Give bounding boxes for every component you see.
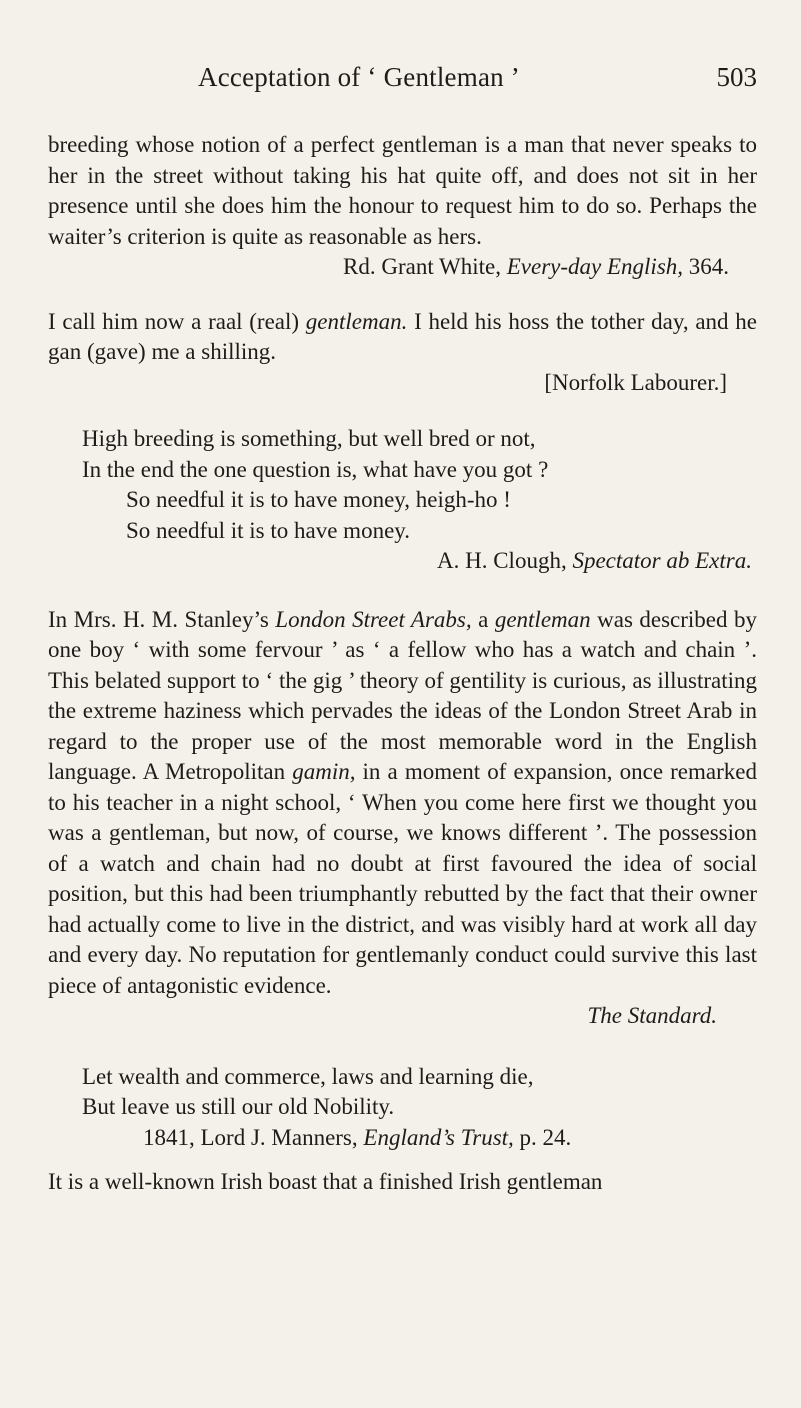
source-clough (48, 546, 757, 577)
source-norfolk: [Norfolk Labourer.] (544, 369, 727, 395)
standard-work-title: London Street Arabs, (275, 606, 472, 632)
quotation-norfolk-text (48, 307, 757, 368)
source-standard (48, 1001, 757, 1032)
running-title: Acceptation of ‘ Gentleman ’ (198, 62, 520, 92)
source-manners-author: 1841, Lord J. Manners, (143, 1124, 358, 1150)
source-manners-page: p. 24. (519, 1124, 572, 1150)
book-page (0, 62, 801, 1408)
verse-clough-line-3: So needful it is to have money, heigh-ho ! (126, 487, 511, 512)
source-manners (48, 1123, 757, 1154)
standard-intro: In Mrs. H. M. Stanley’s (48, 606, 276, 632)
source-white-page: 364. (688, 254, 730, 279)
standard-term: gentleman (494, 606, 591, 632)
quotation-white-text: breeding whose notion of a perfect gentleman is a man that never speaks to her in the street without taking his hat quite off, and does not sit in her presence until she does him the honour to request him to do so. Perhaps the waiter’s criterion is quite as reasonable as hers. (48, 132, 757, 249)
verse-manners-line-2: But leave us still our old Nobility. (82, 1094, 395, 1119)
page-number: 503 (716, 62, 757, 92)
source-standard-title: The Standard. (587, 1003, 717, 1028)
quotation-norfolk-part-a: I call him now a raal (real) (48, 308, 306, 334)
standard-mid: a (471, 606, 495, 632)
verse-manners-line-1: Let wealth and commerce, laws and learning die, (82, 1063, 534, 1089)
verse-clough-line-1: High breeding is something, but well bred or not, (82, 426, 536, 451)
source-clough-author: A. H. Clough, (437, 548, 567, 573)
quotation-norfolk-term: gentleman. (305, 308, 408, 334)
quotation-standard-text (48, 605, 757, 1002)
standard-gamin: gamin, (292, 759, 356, 784)
source-manners-title: England’s Trust, (363, 1124, 514, 1150)
verse-clough-line-4: So needful it is to have money. (126, 517, 411, 543)
continuation-text: It is a well-known Irish boast that a finished Irish gentleman (48, 1169, 603, 1194)
page-header (48, 62, 757, 130)
standard-rest-1: was described by one boy ‘ with some fervour ’ as ‘ a fellow who has a watch and chain ’. This belated support to ‘ the gig ’ theory of gentility is curious, as illustrating the extreme haziness which pervades the ideas of the London Street Arab in regard to the proper use of the most memorable word in the English language. A Metropolitan (48, 606, 757, 784)
quotation-norfolk-part-b: I held his hoss the tother day, and he gan (gave) me a shilling. (48, 308, 757, 364)
standard-rest-2: in a moment of expansion, once remarked to his teacher in a night school, ‘ When you come here first we thought you was a gentleman, but now, of course, we knows different ’. The possession of a watch and chain had no doubt at first favoured the idea of social position, but this had been triumphantly rebutted by the fact that their owner had actually come to live in the district, and was visibly hard at work all day and every day. No reputation for gentlemanly conduct could survive this last piece of antagonistic evidence. (48, 759, 757, 998)
source-white (48, 252, 757, 283)
verse-clough-line-2: In the end the one question is, what have you got ? (82, 456, 549, 482)
source-white-author: Rd. Grant White, (343, 254, 501, 279)
source-clough-title: Spectator ab Extra. (572, 548, 752, 573)
source-white-title: Every-day English, (506, 254, 684, 279)
